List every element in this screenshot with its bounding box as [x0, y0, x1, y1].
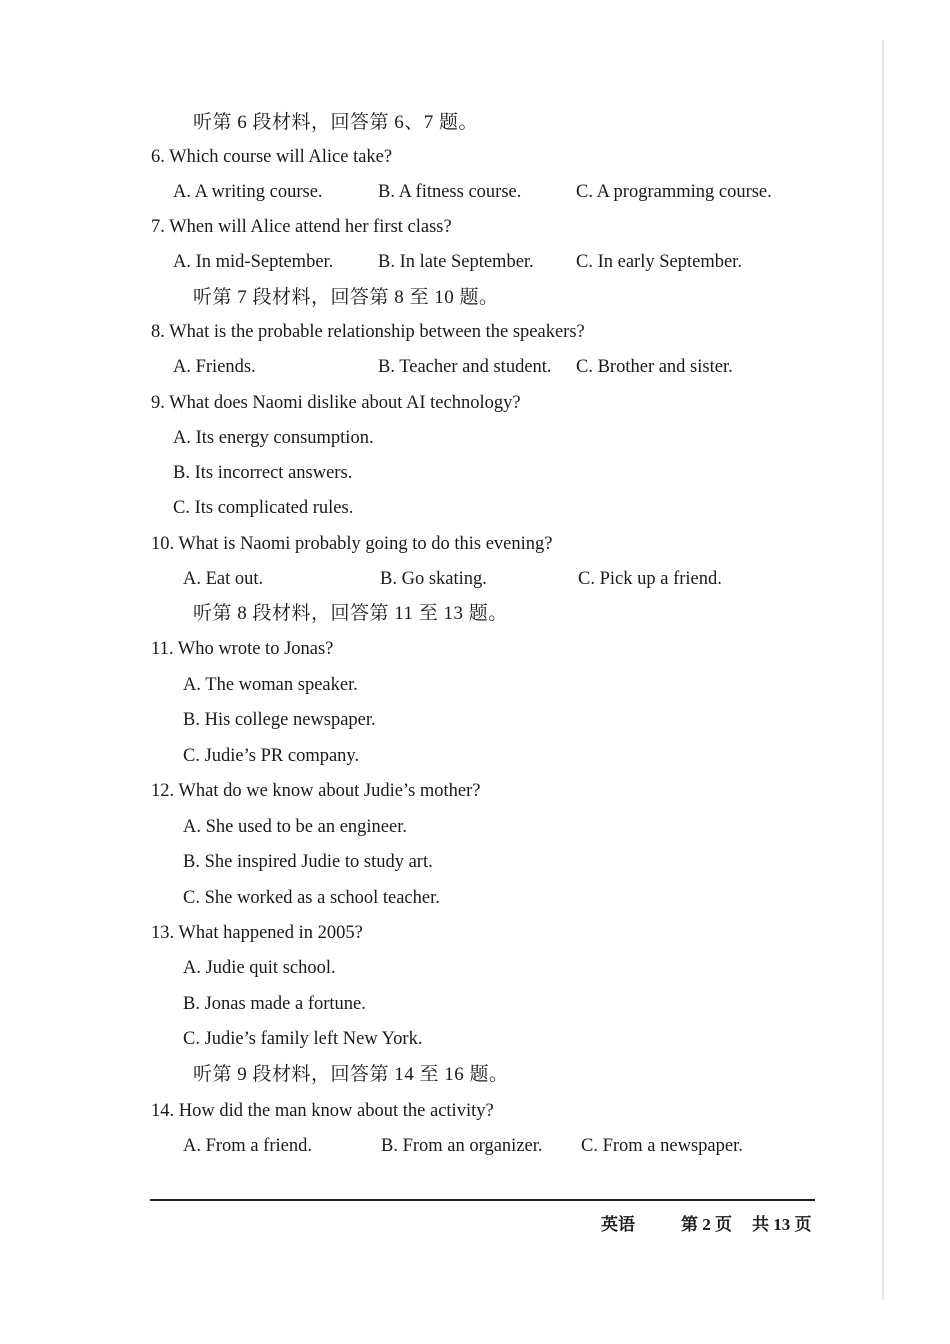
question-stem: 7. When will Alice attend her first class? [151, 217, 452, 237]
option-b: B. Jonas made a fortune. [183, 994, 366, 1014]
section-heading: 听第 8 段材料，回答第 11 至 13 题。 [193, 603, 508, 624]
section-heading: 听第 6 段材料，回答第 6、7 题。 [193, 112, 479, 133]
option-a: A. Friends. [173, 357, 256, 377]
option-b: B. A fitness course. [378, 182, 522, 202]
question-stem: 6. Which course will Alice take? [151, 147, 393, 167]
option-c: C. She worked as a school teacher. [183, 888, 440, 908]
footer-total-pages: 共 13 页 [752, 1215, 812, 1234]
footer-subject: 英语 [601, 1215, 635, 1234]
option-a: A. Judie quit school. [183, 958, 336, 978]
option-b: B. She inspired Judie to study art. [183, 852, 433, 872]
question-stem: 13. What happened in 2005? [151, 923, 363, 943]
option-b: B. Go skating. [380, 569, 487, 589]
option-c: C. A programming course. [576, 182, 772, 202]
option-b: B. Teacher and student. [378, 357, 552, 377]
option-a: A. In mid-September. [173, 252, 334, 272]
option-a: A. The woman speaker. [183, 675, 358, 695]
option-c: C. From a newspaper. [581, 1136, 743, 1156]
option-b: B. From an organizer. [381, 1136, 543, 1156]
option-c: C. Pick up a friend. [578, 569, 722, 589]
option-a: A. From a friend. [183, 1136, 312, 1156]
option-a: A. A writing course. [173, 182, 323, 202]
option-c: C. Brother and sister. [576, 357, 733, 377]
option-a: A. Eat out. [183, 569, 264, 589]
option-c: C. Judie’s PR company. [183, 746, 360, 766]
option-b: B. His college newspaper. [183, 710, 376, 730]
question-stem: 14. How did the man know about the activity? [151, 1101, 494, 1121]
option-c: C. Judie’s family left New York. [183, 1029, 423, 1049]
option-b: B. Its incorrect answers. [173, 463, 353, 483]
question-stem: 11. Who wrote to Jonas? [151, 639, 334, 659]
page-edge [882, 40, 884, 1300]
question-stem: 8. What is the probable relationship between the speakers? [151, 322, 585, 342]
footer-rule [150, 1199, 815, 1201]
option-c: C. Its complicated rules. [173, 498, 354, 518]
question-stem: 10. What is Naomi probably going to do this evening? [151, 534, 553, 554]
section-heading: 听第 9 段材料，回答第 14 至 16 题。 [193, 1064, 509, 1085]
question-stem: 12. What do we know about Judie’s mother? [151, 781, 481, 801]
section-heading: 听第 7 段材料，回答第 8 至 10 题。 [193, 287, 499, 308]
option-c: C. In early September. [576, 252, 742, 272]
option-a: A. Its energy consumption. [173, 428, 374, 448]
footer-page-number: 第 2 页 [681, 1215, 732, 1234]
option-b: B. In late September. [378, 252, 534, 272]
question-stem: 9. What does Naomi dislike about AI technology? [151, 393, 521, 413]
option-a: A. She used to be an engineer. [183, 817, 407, 837]
